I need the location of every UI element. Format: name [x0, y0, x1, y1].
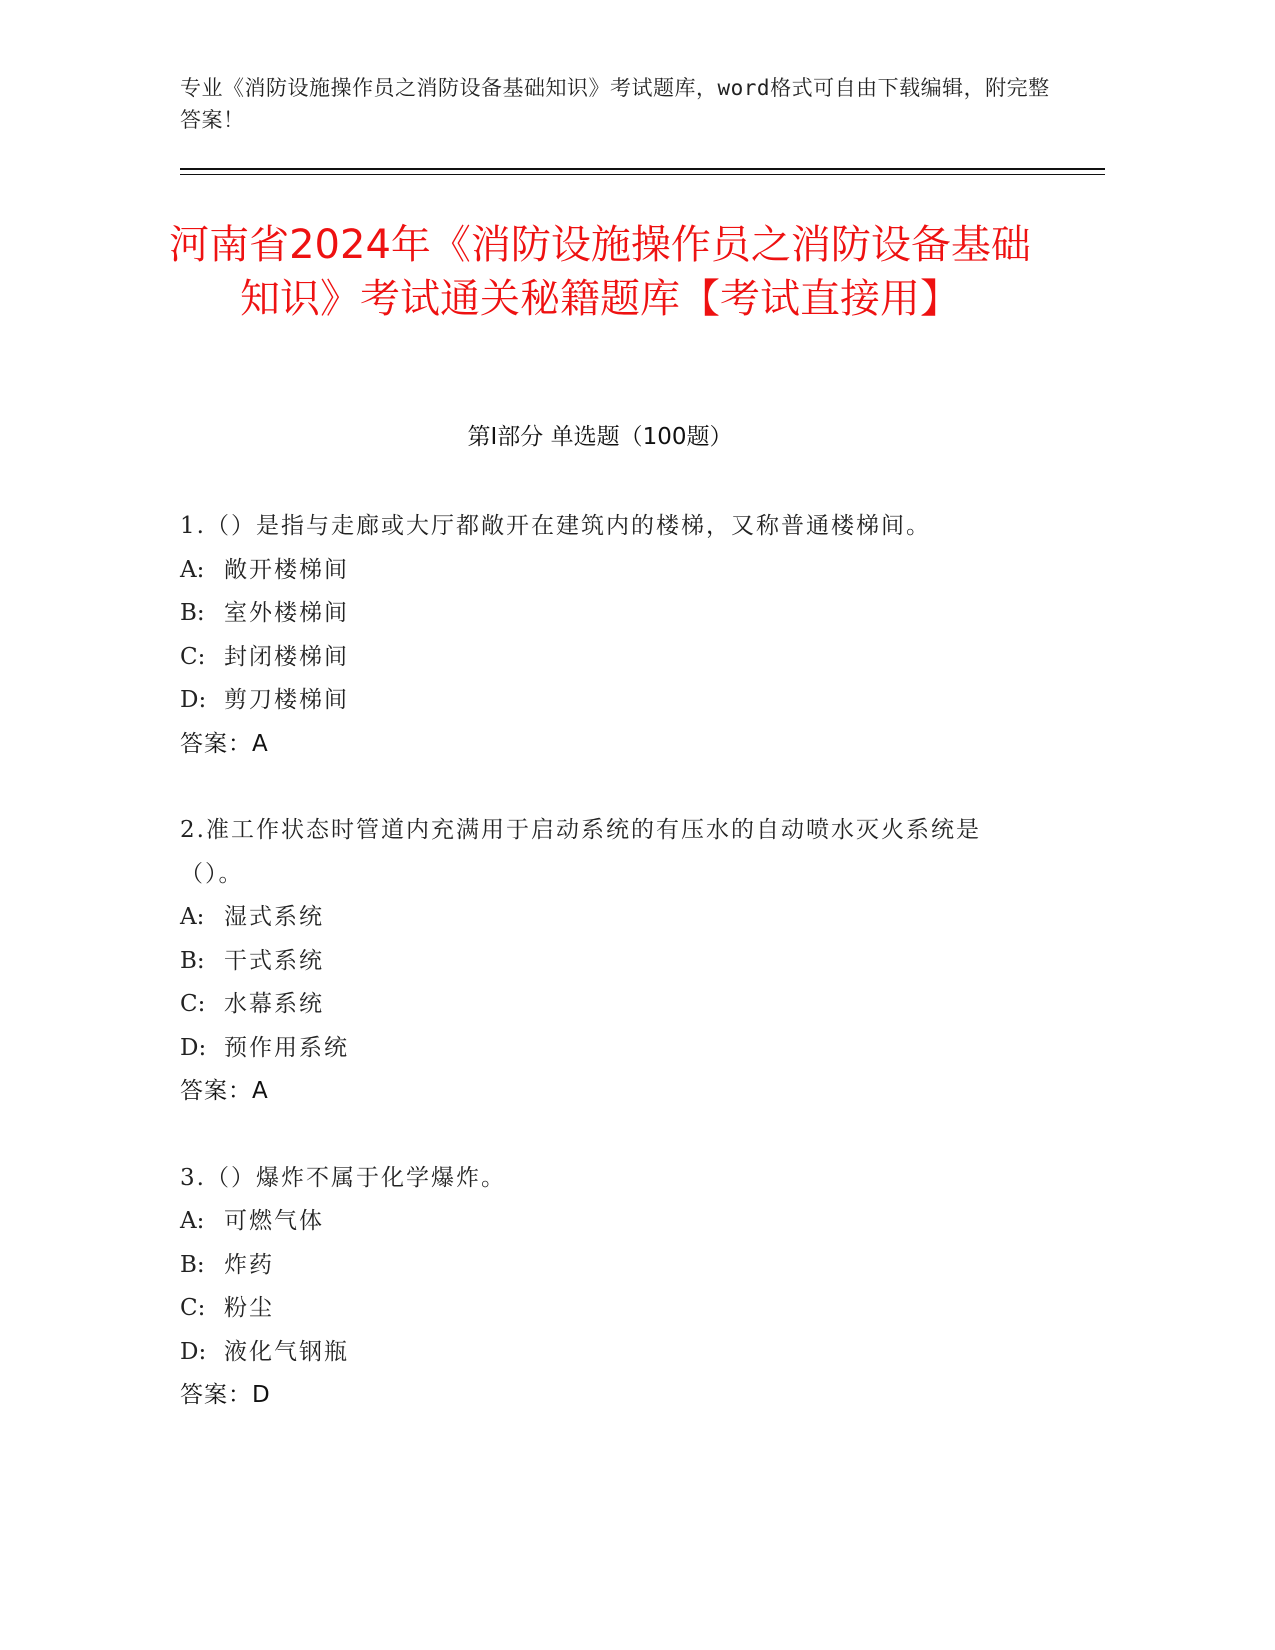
question-3: [180, 1157, 1040, 1418]
option-b: [180, 1244, 1040, 1288]
option-b: [180, 940, 1040, 984]
option-a: [180, 549, 1040, 593]
question-stem: 1.（）是指与走廊或大厅都敞开在建筑内的楼梯，又称普通楼梯间。: [180, 513, 931, 539]
answer-line: 答案：A: [180, 1078, 269, 1104]
option-a: [180, 1200, 1040, 1244]
option-text: 水幕系统: [224, 991, 324, 1017]
option-a: [180, 896, 1040, 940]
option-letter: B:: [180, 947, 205, 974]
option-letter: C:: [180, 643, 206, 670]
option-text: 液化气钢瓶: [224, 1338, 349, 1365]
option-b: [180, 592, 1040, 636]
option-d: [180, 679, 1040, 723]
option-letter: B:: [180, 600, 205, 626]
option-letter: D:: [180, 1034, 207, 1061]
document-header-note: 专业《消防设施操作员之消防设备基础知识》考试题库，word格式可自由下载编辑，附完整答案！: [180, 76, 1050, 132]
option-letter: A:: [180, 556, 205, 583]
question-list: [180, 505, 1040, 1461]
option-c: [180, 1287, 1040, 1331]
option-d: [180, 1027, 1040, 1071]
header-divider-thin: [180, 174, 1105, 175]
option-letter: B:: [180, 1251, 205, 1278]
section-title: 第Ⅰ部分 单选题（100题）: [467, 424, 733, 450]
option-text: 敞开楼梯间: [224, 556, 349, 583]
option-text: 可燃气体: [224, 1208, 324, 1234]
header-divider-thick: [180, 168, 1105, 170]
question-2: [180, 809, 1040, 1114]
option-text: 封闭楼梯间: [224, 643, 349, 670]
option-letter: D:: [180, 1338, 207, 1365]
document-title: 河南省2024年《消防设施操作员之消防设备基础知识》考试通关秘籍题库【考试直接用】: [169, 222, 1031, 322]
option-letter: A:: [180, 904, 205, 930]
option-letter: C:: [180, 1295, 206, 1321]
option-c: [180, 636, 1040, 680]
option-d: [180, 1331, 1040, 1375]
option-letter: D:: [180, 687, 207, 713]
answer-line: 答案：D: [180, 1382, 271, 1408]
question-stem: 3.（）爆炸不属于化学爆炸。: [180, 1164, 506, 1191]
question-1: [180, 505, 1040, 766]
option-text: 粉尘: [224, 1295, 274, 1321]
option-text: 炸药: [224, 1251, 274, 1278]
option-letter: A:: [180, 1208, 205, 1234]
option-text: 预作用系统: [224, 1034, 349, 1061]
option-text: 室外楼梯间: [224, 600, 349, 626]
option-text: 剪刀楼梯间: [224, 687, 349, 713]
option-c: [180, 983, 1040, 1027]
answer-line: 答案：A: [180, 730, 269, 757]
question-stem: 2.准工作状态时管道内充满用于启动系统的有压水的自动喷水灭火系统是（）。: [180, 817, 981, 887]
option-letter: C:: [180, 991, 206, 1017]
option-text: 湿式系统: [224, 904, 324, 930]
option-text: 干式系统: [224, 947, 324, 974]
